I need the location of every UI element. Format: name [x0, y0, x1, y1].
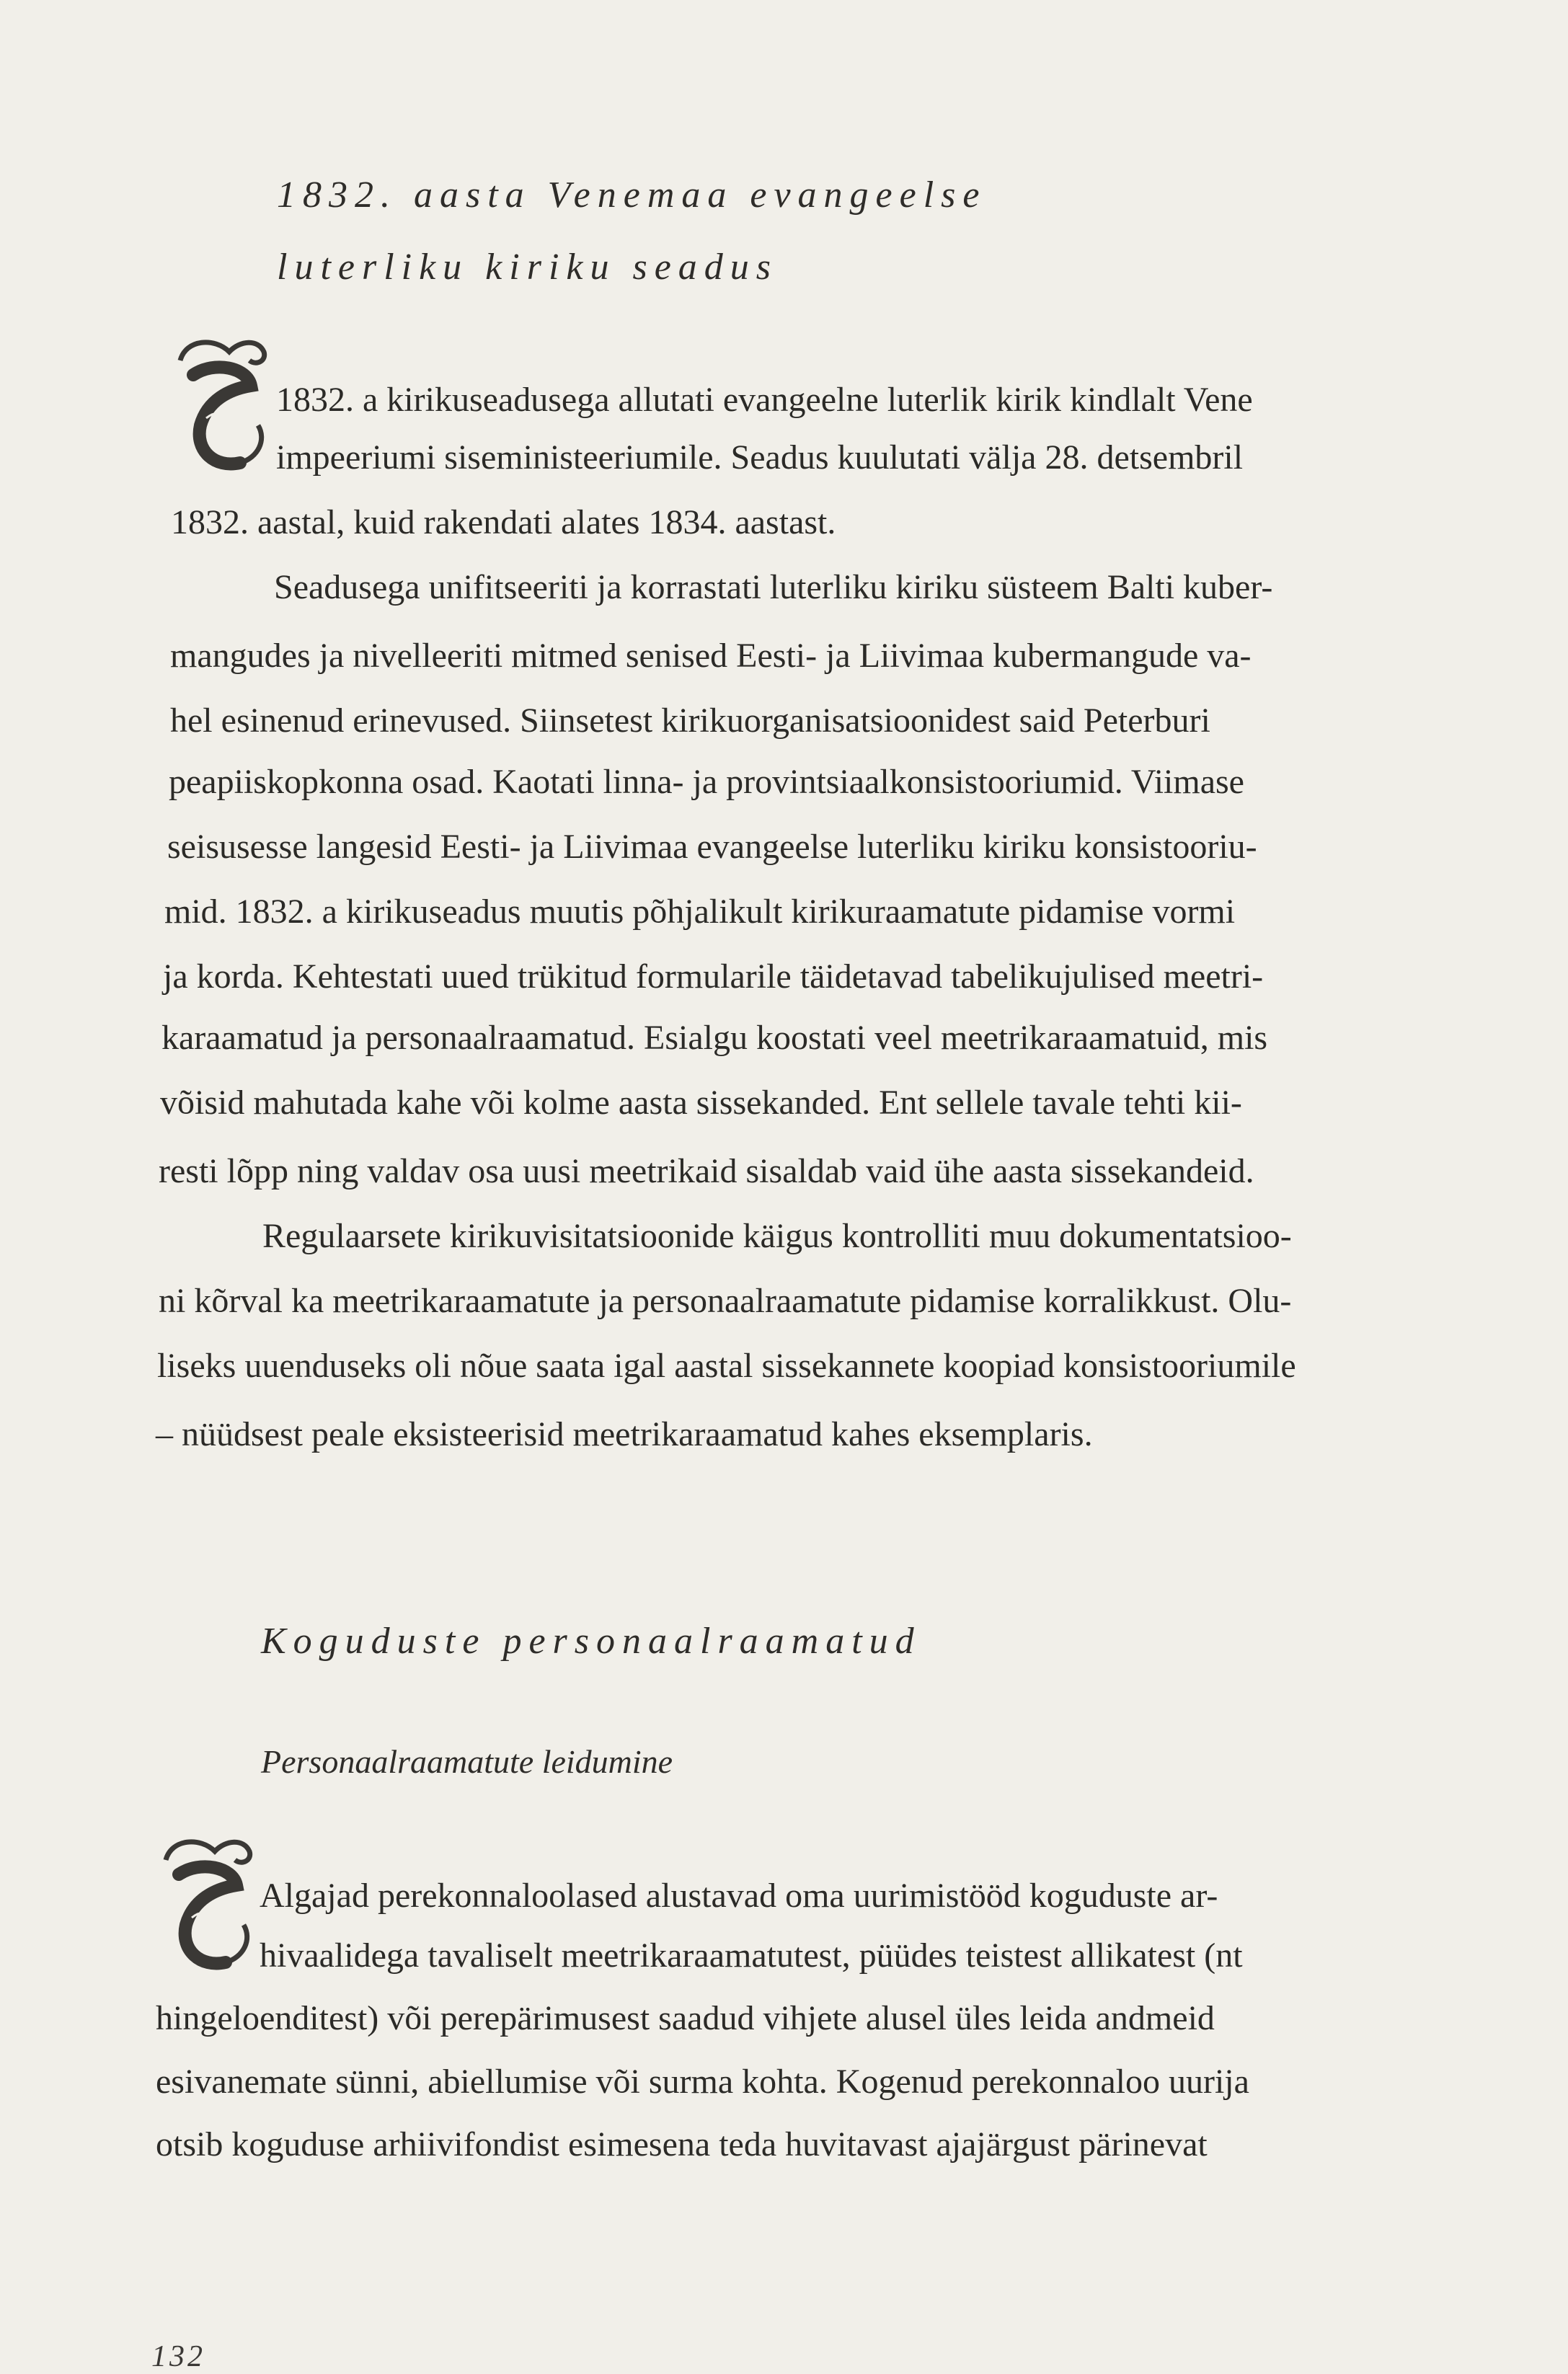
text-line: Algajad perekonnaloolased alustavad oma uurimistööd koguduste ar-	[260, 1877, 1218, 1915]
text-line: otsib koguduse arhiivifondist esimesena teda huvitavast ajajärgust pärinevat	[156, 2125, 1208, 2163]
text-line: impeeriumi siseministeeriumile. Seadus kuulutati välja 28. detsembril	[276, 438, 1244, 477]
page-number: 132	[151, 2340, 205, 2373]
text-line: ni kõrval ka meetrikaraamatute ja personaalraamatute pidamise korralikkust. Olu-	[159, 1282, 1292, 1320]
section-title: Koguduste personaalraamatud	[261, 1621, 921, 1662]
text-line: 1832. a kirikuseadusega allutati evangeelne luterlik kirik kindlalt Vene	[276, 381, 1253, 419]
section-title-line-1: 1832. aasta Venemaa evangeelse	[277, 174, 987, 216]
text-line: hingeloenditest) või perepärimusest saadud vihjete alusel üles leida andmeid	[156, 1999, 1215, 2037]
text-line: liseks uuenduseks oli nõue saata igal aastal sissekannete koopiad konsistooriumile	[157, 1347, 1296, 1385]
ornamental-drop-cap	[157, 1831, 258, 1983]
text-line: peapiiskopkonna osad. Kaotati linna- ja provintsiaalkonsistooriumid. Viimase	[169, 763, 1244, 801]
text-line: võisid mahutada kahe või kolme aasta sissekanded. Ent sellele tavale tehti kii-	[160, 1084, 1242, 1122]
text-line: 1832. aastal, kuid rakendati alates 1834. aastast.	[171, 503, 836, 541]
text-line: seisusesse langesid Eesti- ja Liivimaa evangeelse luterliku kiriku konsistooriu-	[167, 828, 1257, 866]
text-line: – nüüdsest peale eksisteerisid meetrikaraamatud kahes eksemplaris.	[156, 1415, 1093, 1453]
ornamental-drop-cap	[172, 332, 273, 483]
section-subtitle: Personaalraamatute leidumine	[261, 1743, 673, 1780]
text-line: ja korda. Kehtestati uued trükitud formularile täidetavad tabelikujulised meetri-	[163, 957, 1264, 996]
text-line: karaamatud ja personaalraamatud. Esialgu koostati veel meetrikaraamatuid, mis	[161, 1019, 1268, 1057]
text-line: hel esinenud erinevused. Siinsetest kirikuorganisatsioonidest said Peterburi	[170, 701, 1210, 740]
section-title-line-2: luterliku kiriku seadus	[277, 247, 779, 288]
text-line: mangudes ja nivelleeriti mitmed senised Eesti- ja Liivimaa kubermangude va-	[170, 637, 1252, 675]
text-line: Regulaarsete kirikuvisitatsioonide käigus kontrolliti muu dokumentatsioo-	[262, 1217, 1292, 1255]
text-line: hivaalidega tavaliselt meetrikaraamatutest, püüdes teistest allikatest (nt	[260, 1936, 1243, 1975]
text-line: mid. 1832. a kirikuseadus muutis põhjalikult kirikuraamatute pidamise vormi	[164, 893, 1236, 931]
text-line: Seadusega unifitseeriti ja korrastati luterliku kiriku süsteem Balti kuber-	[274, 568, 1273, 606]
text-line: esivanemate sünni, abiellumise või surma kohta. Kogenud perekonnaloo uurija	[156, 2063, 1249, 2101]
text-line: resti lõpp ning valdav osa uusi meetrikaid sisaldab vaid ühe aasta sissekandeid.	[159, 1152, 1254, 1190]
